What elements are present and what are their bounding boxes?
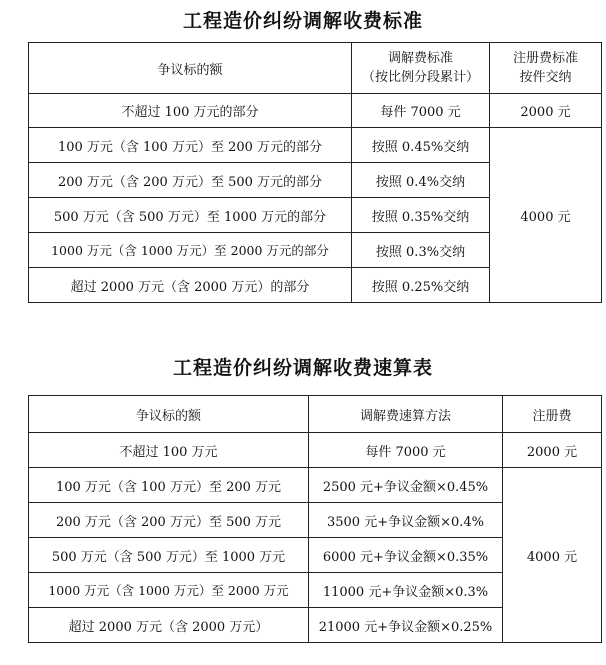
amount-cell: 500 万元（含 500 万元）至 1000 万元: [29, 538, 309, 573]
table-row: [29, 433, 602, 468]
registration-fee-cell: 2000 元: [490, 94, 602, 128]
header-registration-fee: 注册费: [503, 396, 602, 433]
method-cell: 每件 7000 元: [309, 433, 503, 468]
fee-cell: 每件 7000 元: [352, 94, 490, 128]
method-cell: 6000 元+争议金额×0.35%: [309, 538, 503, 573]
method-cell: 21000 元+争议金额×0.25%: [309, 608, 503, 643]
fee-cell: 按照 0.35%交纳: [352, 198, 490, 233]
registration-fee-cell: 4000 元: [490, 128, 602, 303]
fee-cell: 按照 0.4%交纳: [352, 163, 490, 198]
fee-cell: 按照 0.45%交纳: [352, 128, 490, 163]
amount-cell: 1000 万元（含 1000 万元）至 2000 万元: [29, 573, 309, 608]
amount-cell: 100 万元（含 100 万元）至 200 万元的部分: [29, 128, 352, 163]
method-cell: 11000 元+争议金额×0.3%: [309, 573, 503, 608]
amount-cell: 不超过 100 万元的部分: [29, 94, 352, 128]
method-cell: 2500 元+争议金额×0.45%: [309, 468, 503, 503]
method-cell: 3500 元+争议金额×0.4%: [309, 503, 503, 538]
fee-quick-calc-table: [28, 395, 602, 643]
header-registration-fee: [490, 43, 602, 94]
amount-cell: 100 万元（含 100 万元）至 200 万元: [29, 468, 309, 503]
table-header-row: [29, 396, 602, 433]
header-reg-line2: 按件交纳: [519, 70, 572, 85]
fee-standard-table: [28, 42, 602, 303]
header-dispute-amount: 争议标的额: [29, 396, 309, 433]
table-row: [29, 468, 602, 503]
amount-cell: 500 万元（含 500 万元）至 1000 万元的部分: [29, 198, 352, 233]
amount-cell: 1000 万元（含 1000 万元）至 2000 万元的部分: [29, 233, 352, 268]
header-fee-line2: （按比例分段累计）: [361, 70, 479, 85]
header-fee-line1: 调解费标准: [387, 51, 453, 66]
amount-cell: 不超过 100 万元: [29, 433, 309, 468]
header-mediation-fee-standard: [352, 43, 490, 94]
amount-cell: 200 万元（含 200 万元）至 500 万元的部分: [29, 163, 352, 198]
amount-cell: 200 万元（含 200 万元）至 500 万元: [29, 503, 309, 538]
fee-cell: 按照 0.25%交纳: [352, 268, 490, 303]
registration-fee-cell: 4000 元: [503, 468, 602, 643]
amount-cell: 超过 2000 万元（含 2000 万元）: [29, 608, 309, 643]
header-quick-calc-method: 调解费速算方法: [309, 396, 503, 433]
header-reg-line1: 注册费标准: [512, 51, 578, 66]
fee-cell: 按照 0.3%交纳: [352, 233, 490, 268]
table-row: [29, 128, 602, 163]
fee-quick-calc-title: 工程造价纠纷调解收费速算表: [172, 357, 433, 379]
amount-cell: 超过 2000 万元（含 2000 万元）的部分: [29, 268, 352, 303]
fee-standard-title: 工程造价纠纷调解收费标准: [182, 10, 423, 32]
header-dispute-amount: 争议标的额: [29, 43, 352, 94]
registration-fee-cell: 2000 元: [503, 433, 602, 468]
table-row: [29, 94, 602, 128]
table-header-row: [29, 43, 602, 94]
